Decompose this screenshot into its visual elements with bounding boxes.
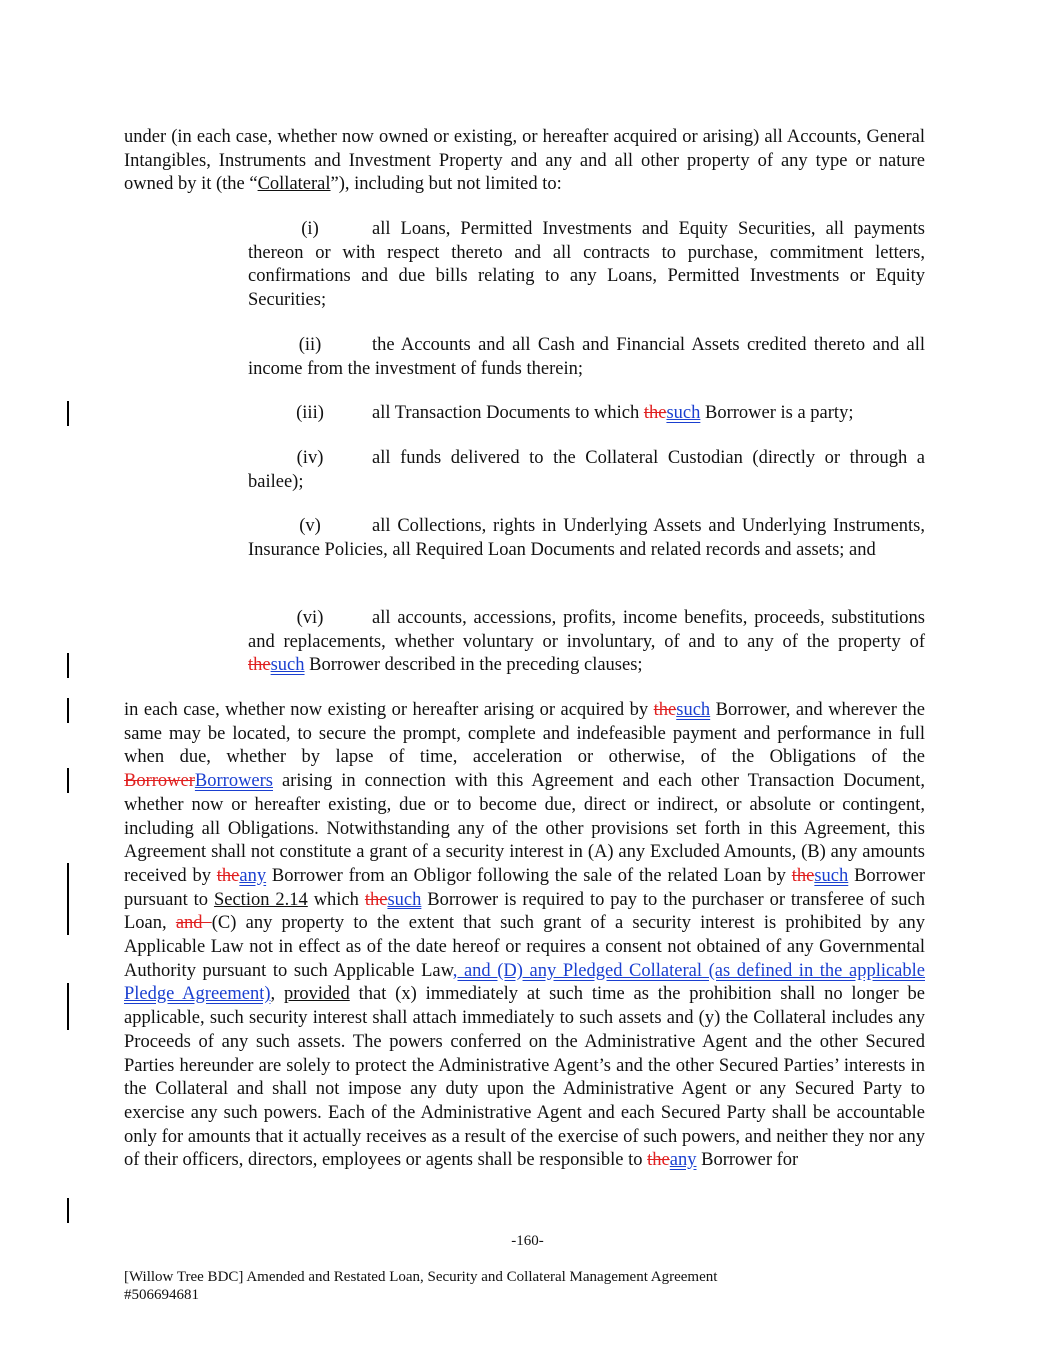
body-text: Borrower pursuant to bbox=[124, 865, 925, 910]
clause-number: (ii) bbox=[298, 335, 322, 355]
main-paragraph bbox=[124, 699, 925, 1173]
body-text: Borrower for bbox=[696, 1150, 799, 1171]
clause-ii bbox=[248, 334, 925, 381]
inserted-text: such bbox=[666, 403, 701, 423]
clause-number: (v) bbox=[299, 516, 321, 536]
inserted-text: any bbox=[669, 1150, 697, 1171]
deleted-text: the bbox=[216, 865, 240, 886]
intro-paragraph bbox=[124, 126, 925, 197]
change-bar bbox=[67, 1198, 69, 1223]
section-reference: Section 2.14 bbox=[213, 889, 308, 910]
deleted-text: Borrower bbox=[124, 771, 195, 792]
body-text: that (x) immediately at such time as the prohibition shall no longer be applicable, such security interest shall attach immediately to such assets and (y) the Collateral includes any Proceeds of any such assets. The powers conferred on the Administrative Agent and the other Secured Parties hereunder are solely to protect the Administrative Agent’s and the other Secured Parties’ interests in the Collateral and shall not impose any duty upon the Administrative Agent or any Secured Party to exercise any such powers. Each of the Administrative Agent and each Secured Party shall be accountable only for amounts that it actually receives as a result of the exercise of such powers, and neither they nor any of their officers, directors, employees or agents shall be responsible to bbox=[124, 984, 925, 1171]
body-text: arising in connection with this Agreement and each other Transaction Document, whether now or hereafter existing, due or to become due, direct or indirect, or absolute or contingent, including all Obligations. Notwithstanding any of the other provisions set forth in this Agreement, this Agreement shall not constitute a grant of a security interest in (A) any Excluded Amounts, (B) any amounts received by bbox=[124, 771, 925, 886]
page-number: -160- bbox=[511, 1233, 544, 1249]
change-bar bbox=[67, 983, 69, 1030]
deleted-text: the bbox=[248, 655, 271, 676]
intro-text: under (in each case, whether now owned or existing, or hereafter acquired or arising) all Accounts, General Intangibles, Instruments and Investment Property and any and all other property of any type or nature owned by it (the “ bbox=[124, 127, 925, 195]
clause-text-end: Borrower is a party; bbox=[700, 403, 854, 423]
inserted-text: such bbox=[676, 700, 711, 720]
clause-text: all Transaction Documents to which bbox=[372, 403, 644, 423]
deleted-text: and bbox=[175, 913, 212, 934]
inserted-text: such bbox=[814, 865, 849, 886]
deleted-text: the bbox=[364, 889, 388, 910]
footer-title: [Willow Tree BDC] Amended and Restated Loan, Security and Collateral Management Agreement bbox=[124, 1269, 718, 1285]
change-bar bbox=[67, 768, 69, 793]
inserted-text: any bbox=[239, 865, 267, 886]
provided-term: provided bbox=[283, 984, 350, 1005]
body-text: Borrower, and wherever the same may be located, to secure the prompt, complete and indefeasible payment and performance in full when due, whether by lapse of time, acceleration or otherwise, of the Obligations of the bbox=[124, 700, 926, 768]
clause-text: all funds delivered to the Collateral Custodian (directly or through a bailee); bbox=[248, 448, 925, 492]
deleted-text: the bbox=[643, 403, 667, 423]
change-bar bbox=[67, 863, 69, 935]
body-text: (C) any property to the extent that such grant of a security interest is prohibited by any Applicable Law not in effect as of the date hereof or requires a consent not obtained of any Governmental Authority pursuant to such Applicable Law bbox=[124, 913, 925, 981]
clause-iii bbox=[248, 402, 925, 426]
deleted-text: the bbox=[647, 1150, 670, 1171]
clause-number: (iv) bbox=[296, 448, 324, 468]
body-text: in each case, whether now existing or hereafter arising or acquired by bbox=[124, 700, 654, 720]
inserted-text: Borrowers bbox=[194, 771, 273, 792]
deleted-text: the bbox=[791, 865, 815, 886]
clause-iv bbox=[248, 447, 925, 494]
footer bbox=[124, 1268, 717, 1304]
intro-text-end: ”), including but not limited to: bbox=[330, 174, 562, 195]
clause-text: all Loans, Permitted Investments and Equity Securities, all payments thereon or with respect thereto and all contracts to purchase, commitment letters, confirmations and due bills relating to any Loans, Permitted Investments or Equity Securities; bbox=[248, 219, 925, 311]
inserted-text: , and (D) any Pledged Collateral (as defined in the applicable Pledge Agreement) bbox=[124, 960, 925, 1005]
clause-text-end: Borrower described in the preceding clauses; bbox=[304, 655, 643, 676]
body-text: Borrower from an Obligor following the sale of the related Loan by bbox=[266, 865, 792, 886]
clause-number: (vi) bbox=[296, 608, 324, 628]
footer-doc-id: #506694681 bbox=[124, 1287, 199, 1303]
clause-text: the Accounts and all Cash and Financial Assets credited thereto and all income from the investment of funds therein; bbox=[248, 335, 925, 379]
clause-number: (i) bbox=[301, 219, 319, 239]
change-bar bbox=[67, 698, 69, 723]
deleted-text: the bbox=[653, 700, 677, 720]
body-text: which bbox=[307, 889, 365, 910]
clause-text: all Collections, rights in Underlying Assets and Underlying Instruments, Insurance Policies, all Required Loan Documents and related records and assets; and bbox=[248, 516, 925, 560]
clause-vi bbox=[248, 607, 925, 678]
clause-v bbox=[248, 515, 925, 562]
clause-number: (iii) bbox=[296, 403, 324, 423]
body-text: Borrower is required to pay to the purchaser or transferee of such Loan, bbox=[124, 889, 926, 934]
clause-text: all accounts, accessions, profits, income benefits, proceeds, substitutions and replacements, whether voluntary or involuntary, of and to any of the property of bbox=[248, 608, 925, 652]
change-bar bbox=[67, 401, 69, 426]
inserted-text: such bbox=[387, 889, 422, 910]
collateral-term: Collateral bbox=[257, 174, 331, 195]
clause-i bbox=[248, 218, 925, 313]
inserted-text: such bbox=[270, 655, 305, 676]
body-text: , bbox=[270, 984, 284, 1005]
change-bar bbox=[67, 653, 69, 678]
